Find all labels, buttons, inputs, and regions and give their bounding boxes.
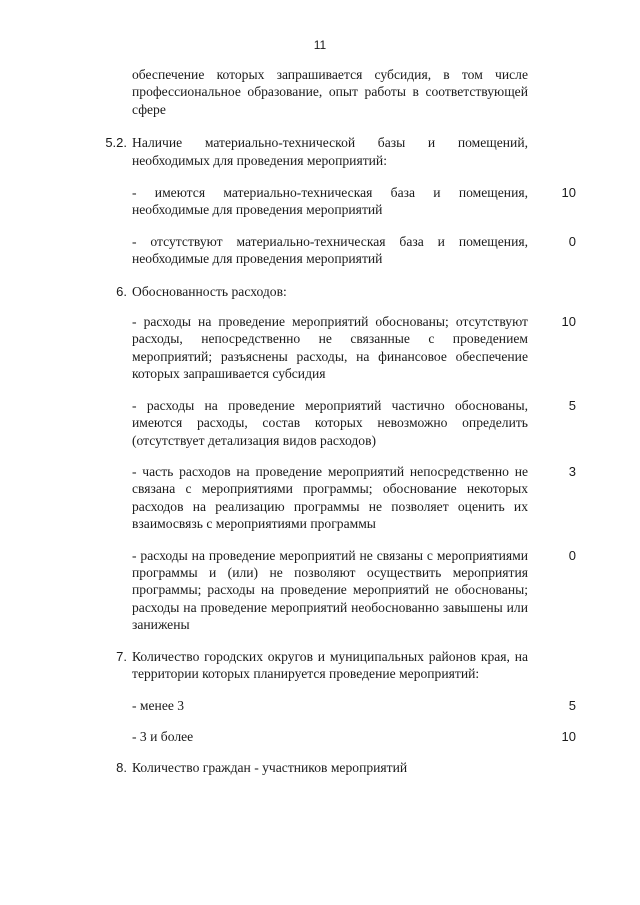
score-value: 10 bbox=[561, 314, 576, 330]
document-body bbox=[0, 66, 640, 777]
score-value: 0 bbox=[568, 233, 576, 249]
score-value: 0 bbox=[568, 547, 576, 563]
item-text: Количество городских округов и муниципальных районов края, на территории которых планируется проведение мероприятий: bbox=[132, 648, 528, 681]
item-number: 7. bbox=[116, 648, 127, 664]
item-number: 5.2. bbox=[105, 135, 127, 151]
criteria-row bbox=[0, 463, 640, 533]
item-text: - 3 и более bbox=[132, 728, 194, 744]
criteria-row bbox=[0, 313, 640, 383]
criteria-row bbox=[0, 283, 640, 300]
page-number: 11 bbox=[313, 38, 327, 52]
item-text: Количество граждан - участников мероприятий bbox=[132, 760, 408, 776]
criteria-row bbox=[0, 728, 640, 745]
item-text: Наличие материально-технической базы и помещений, необходимых для проведения мероприятий: bbox=[132, 135, 528, 168]
criteria-row bbox=[0, 648, 640, 683]
item-number: 6. bbox=[116, 283, 127, 299]
item-text: - расходы на проведение мероприятий не связаны с мероприятиями программы и (или) не позволяют осуществить мероприятия программы; расходы на проведение мероприятий не обоснованы; расходы на проведение мероприятий необоснованно завышены или занижены bbox=[132, 547, 528, 633]
item-text: - менее 3 bbox=[132, 698, 185, 714]
criteria-row bbox=[0, 547, 640, 634]
item-text: - имеются материально-техническая база и помещения, необходимые для проведения мероприятий bbox=[132, 185, 528, 218]
criteria-row bbox=[0, 759, 640, 776]
criteria-row bbox=[0, 184, 640, 219]
item-text: - часть расходов на проведение мероприятий непосредственно не связана с мероприятиями программы; обоснование некоторых расходов на реализацию программы не позволяет оценить их взаимосвязь с мероприятиями программы bbox=[132, 463, 528, 532]
criteria-row bbox=[0, 397, 640, 449]
score-value: 10 bbox=[561, 185, 576, 201]
score-value: 5 bbox=[568, 698, 576, 714]
criteria-row bbox=[0, 134, 640, 169]
criteria-row bbox=[0, 233, 640, 268]
item-text: Обоснованность расходов: bbox=[132, 283, 287, 299]
criteria-row bbox=[0, 66, 640, 118]
score-value: 5 bbox=[568, 397, 576, 413]
item-text: обеспечение которых запрашивается субсидия, в том числе профессиональное образование, опыт работы в соответствующей сфере bbox=[132, 67, 528, 117]
score-value: 10 bbox=[561, 728, 576, 744]
criteria-row bbox=[0, 697, 640, 714]
item-text: - расходы на проведение мероприятий обоснованы; отсутствуют расходы, непосредственно не связанные с проведением мероприятий; разъяснены расходы, на финансовое обеспечение которых запрашивается субсидия bbox=[132, 314, 528, 382]
item-text: - отсутствуют материально-техническая база и помещения, необходимые для проведения мероприятий bbox=[132, 233, 528, 267]
item-text: - расходы на проведение мероприятий частично обоснованы, имеются расходы, состав которых невозможно определить (отсутствует детализация видов расходов) bbox=[132, 397, 528, 448]
item-number: 8. bbox=[116, 760, 127, 776]
score-value: 3 bbox=[568, 463, 576, 479]
